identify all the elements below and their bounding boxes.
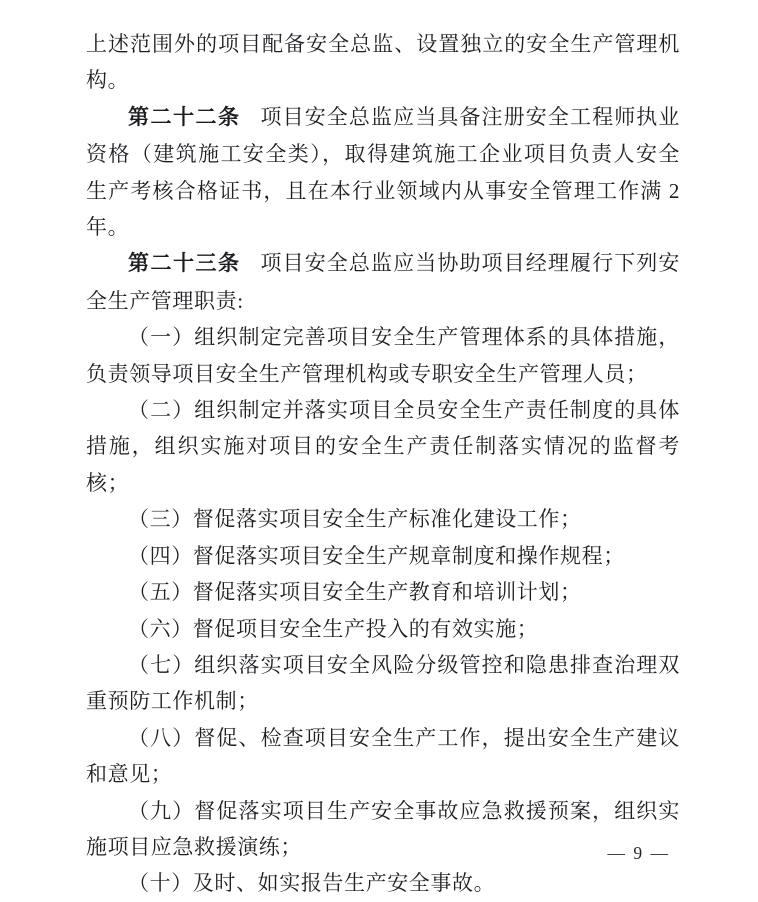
paragraph-text: （八）督促、检查项目安全生产工作，提出安全生产建议和意见；	[86, 725, 680, 787]
paragraph-text: （四）督促落实项目安全生产规章制度和操作规程；	[128, 543, 625, 568]
paragraph-text: 项目安全总监应当具备注册安全工程师执业资格（建筑施工安全类），取得建筑施工企业项目负责人安全生产考核合格证书，且在本行业领域内从事安全管理工作满 2 年。	[86, 104, 681, 240]
list-item-4	[86, 538, 680, 574]
paragraph-text: （七）组织落实项目安全风险分级管控和隐患排查治理双重预防工作机制；	[86, 652, 680, 714]
document-body	[86, 26, 680, 902]
article-22-heading: 第二十二条	[128, 105, 241, 129]
paragraph-text: （十）及时、如实报告生产安全事故。	[128, 871, 496, 896]
list-item-6	[86, 611, 680, 647]
list-item-5	[86, 574, 680, 610]
page-number: — 9 —	[607, 843, 670, 863]
list-item-10	[86, 865, 680, 901]
list-item-7	[86, 647, 680, 720]
list-item-3	[86, 501, 680, 537]
list-item-1	[86, 319, 680, 392]
paragraph-text: （二）组织制定并落实项目全员安全生产责任制度的具体措施，组织实施对项目的安全生产责任制落实情况的监督考核；	[86, 398, 680, 495]
list-item-8	[86, 720, 680, 793]
article-23-paragraph	[86, 245, 680, 319]
paragraph-text: 项目安全总监应当协助项目经理履行下列安全生产管理职责:	[86, 251, 681, 313]
paragraph-text: （三）督促落实项目安全生产标准化建设工作；	[128, 507, 582, 532]
paragraph-text: 上述范围外的项目配备安全总监、设置独立的安全生产管理机构。	[86, 32, 680, 93]
article-23-heading: 第二十三条	[128, 252, 241, 276]
paragraph-text: （一）组织制定完善项目安全生产管理体系的具体措施，负责领导项目安全生产管理机构或专职安全生产管理人员；	[86, 325, 680, 386]
paragraph-text: （九）督促落实项目生产安全事故应急救援预案，组织实施项目应急救援演练；	[86, 798, 680, 859]
continuation-paragraph	[86, 26, 680, 99]
list-item-2	[86, 392, 680, 501]
article-22-paragraph	[86, 99, 680, 246]
paragraph-text: （五）督促落实项目安全生产教育和培训计划；	[128, 580, 582, 605]
paragraph-text: （六）督促项目安全生产投入的有效实施；	[128, 616, 539, 641]
